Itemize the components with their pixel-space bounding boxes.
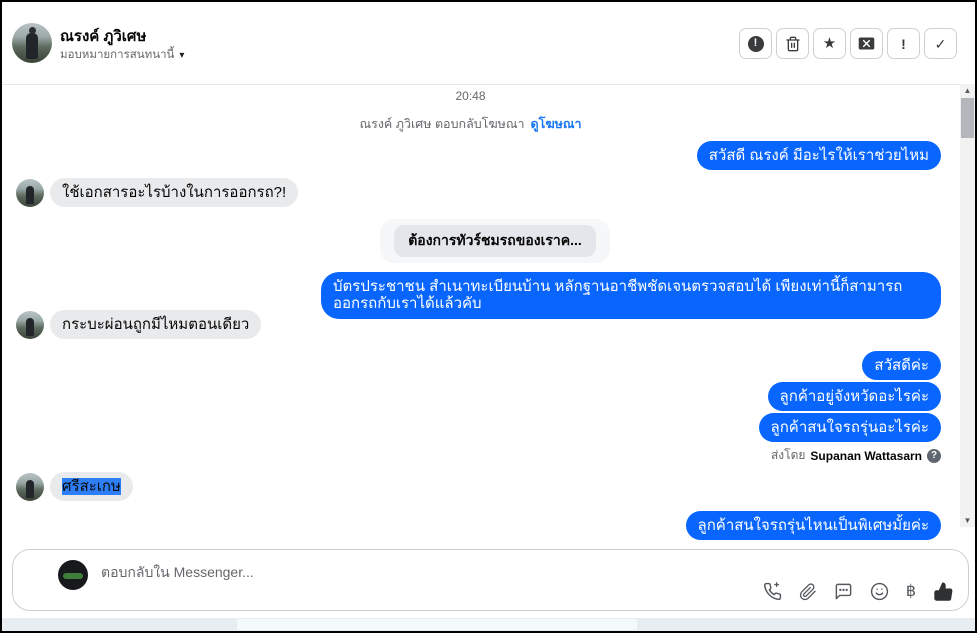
mark-unread-button[interactable] [850, 28, 883, 59]
report-button[interactable] [739, 28, 772, 59]
sender-name: Supanan Wattasarn [810, 448, 922, 463]
message-bubble-outgoing: บัตรประชาชน สำเนาทะเบียนบ้าน หลักฐานอาชีพชัดเจนตรวจสอบได้ เพียงเท่านี้ก็สามารถออกรถกับเราได้แล้วคับ [321, 272, 941, 319]
quoted-ad-container [380, 219, 610, 263]
scroll-up-arrow[interactable]: ▲ [963, 86, 972, 95]
mail-close-icon [858, 36, 875, 51]
message-bubble-outgoing: ลูกค้าสนใจรถรุ่นไหนเป็นพิเศษมั้ยค่ะ [686, 511, 941, 540]
delete-button[interactable] [776, 28, 809, 59]
message-bubble-incoming-selected [50, 472, 133, 501]
message-bubble-outgoing: ลูกค้าสนใจรถรุ่นอะไรค่ะ [759, 413, 941, 442]
scroll-down-arrow[interactable]: ▼ [963, 516, 972, 525]
alert-circle-icon: ! [748, 36, 764, 52]
customer-avatar [16, 311, 44, 339]
horizontal-scrollbar-thumb[interactable] [237, 619, 637, 630]
help-circle-icon[interactable]: ? [927, 449, 941, 463]
message-bubble-outgoing: ลูกค้าอยู่จังหวัดอะไรค่ะ [768, 382, 941, 411]
sent-by-attribution [771, 446, 941, 465]
composer-toolbar [763, 581, 954, 602]
contact-avatar [12, 23, 52, 63]
saved-replies-icon[interactable] [834, 582, 853, 601]
assign-label: มอบหมายการสนทนานี้ [60, 49, 175, 61]
contact-name: ณรงค์ ภูวิเศษ [60, 28, 147, 45]
avatar-figure [26, 33, 38, 59]
assign-conversation-dropdown[interactable] [60, 46, 184, 64]
reply-composer [12, 549, 969, 611]
message-bubble-outgoing: สวัสดีค่ะ [862, 351, 941, 380]
trash-icon [785, 36, 801, 52]
quoted-ad-message: ต้องการทัวร์ชมรถของเราค... [394, 225, 596, 257]
timestamp: 20:48 [455, 89, 486, 103]
message-row-incoming [16, 310, 261, 339]
selected-text: ศรีสะเกษ [62, 478, 121, 495]
conversation-header [2, 2, 975, 85]
thumbs-up-icon[interactable] [933, 581, 954, 602]
view-ad-link[interactable]: ดูโฆษณา [530, 117, 582, 131]
message-bubble-incoming: ใช้เอกสารอะไรบ้างในการออกรถ?! [50, 178, 298, 207]
vertical-scrollbar-thumb[interactable] [961, 98, 974, 138]
star-button[interactable] [813, 28, 846, 59]
message-area [2, 85, 975, 546]
message-bubble-incoming: กระบะผ่อนถูกมีไหมตอนเดียว [50, 310, 261, 339]
check-icon: ✓ [934, 35, 947, 52]
customer-avatar [16, 473, 44, 501]
payment-baht-icon[interactable]: ฿ [905, 582, 916, 600]
exclamation-icon: ! [901, 35, 906, 52]
message-row-incoming [16, 178, 298, 207]
flag-button[interactable] [887, 28, 920, 59]
emoji-icon[interactable] [870, 582, 889, 601]
ad-context-text: ณรงค์ ภูวิเศษ ตอบกลับโฆษณา [359, 117, 525, 131]
chevron-down-icon: ▾ [179, 49, 185, 61]
paperclip-icon[interactable] [799, 583, 817, 601]
reply-input[interactable] [99, 560, 663, 584]
page-avatar [58, 560, 88, 590]
horizontal-scrollbar[interactable] [2, 618, 975, 631]
vertical-scrollbar[interactable] [960, 84, 975, 527]
customer-avatar [16, 179, 44, 207]
sent-by-prefix: ส่งโดย [770, 448, 806, 462]
phone-add-icon[interactable] [763, 582, 782, 601]
star-icon: ★ [822, 35, 837, 52]
conversation-actions [739, 28, 957, 59]
message-row-incoming [16, 472, 133, 501]
ad-context-line [2, 114, 939, 134]
message-bubble-outgoing: สวัสดี ณรงค์ มีอะไรให้เราช่วยไหม [697, 141, 941, 170]
mark-done-button[interactable] [924, 28, 957, 59]
